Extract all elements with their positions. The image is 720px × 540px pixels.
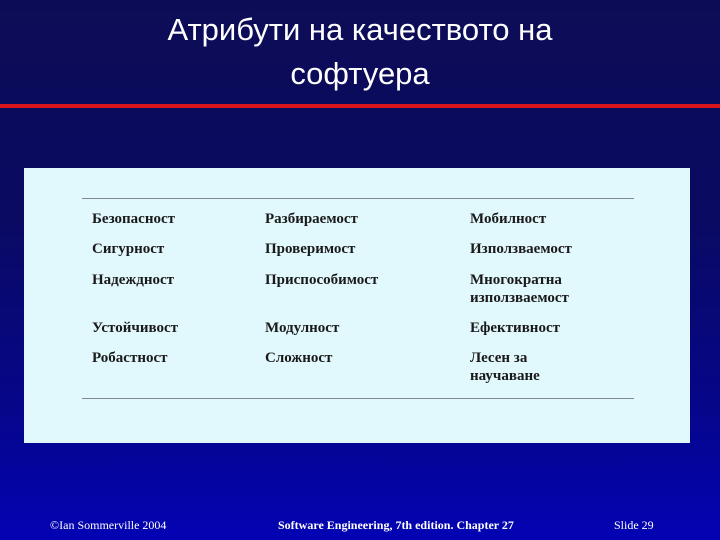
table-top-rule xyxy=(82,198,634,199)
table-cell-line: Сложност xyxy=(265,350,333,366)
table-bottom-rule xyxy=(82,398,634,399)
table-cell: Мобилност xyxy=(470,211,547,227)
table-cell-line: Надеждност xyxy=(92,272,175,288)
table-cell xyxy=(92,349,167,367)
quality-attributes-table xyxy=(24,168,690,443)
table-cell-line: Лесен за xyxy=(470,350,528,366)
table-cell: Ефективност xyxy=(470,320,560,336)
table-cell: Безопасност xyxy=(92,211,175,227)
table-cell xyxy=(470,349,540,385)
slide-title-line-2: софтуера xyxy=(290,56,430,91)
table-cell-line: Робастност xyxy=(92,350,168,366)
table-cell-line: използваемост xyxy=(470,290,569,306)
table-cell: Сигурност xyxy=(92,241,165,257)
footer-copyright: ©Ian Sommerville 2004 xyxy=(50,518,167,532)
table-cell-line: Многократна xyxy=(470,272,562,288)
footer-slide-number: Slide 29 xyxy=(614,518,654,532)
table-cell-line: научаване xyxy=(470,368,540,384)
table-cell: Използваемост xyxy=(470,241,572,257)
footer-book-title: Software Engineering, 7th edition. Chapter 27 xyxy=(278,518,514,532)
slide-title xyxy=(40,8,680,96)
table-cell xyxy=(92,271,174,289)
table-cell xyxy=(265,271,378,289)
table-cell-line: Приспособимост xyxy=(265,272,379,288)
table-cell xyxy=(265,349,332,367)
table-cell: Разбираемост xyxy=(265,211,358,227)
table-cell: Модулност xyxy=(265,320,340,336)
table-cell xyxy=(470,271,569,307)
table-cell: Устойчивост xyxy=(92,320,178,336)
title-divider xyxy=(0,104,720,108)
slide-title-line-1: Атрибути на качеството на xyxy=(167,12,553,47)
table-cell: Проверимост xyxy=(265,241,356,257)
